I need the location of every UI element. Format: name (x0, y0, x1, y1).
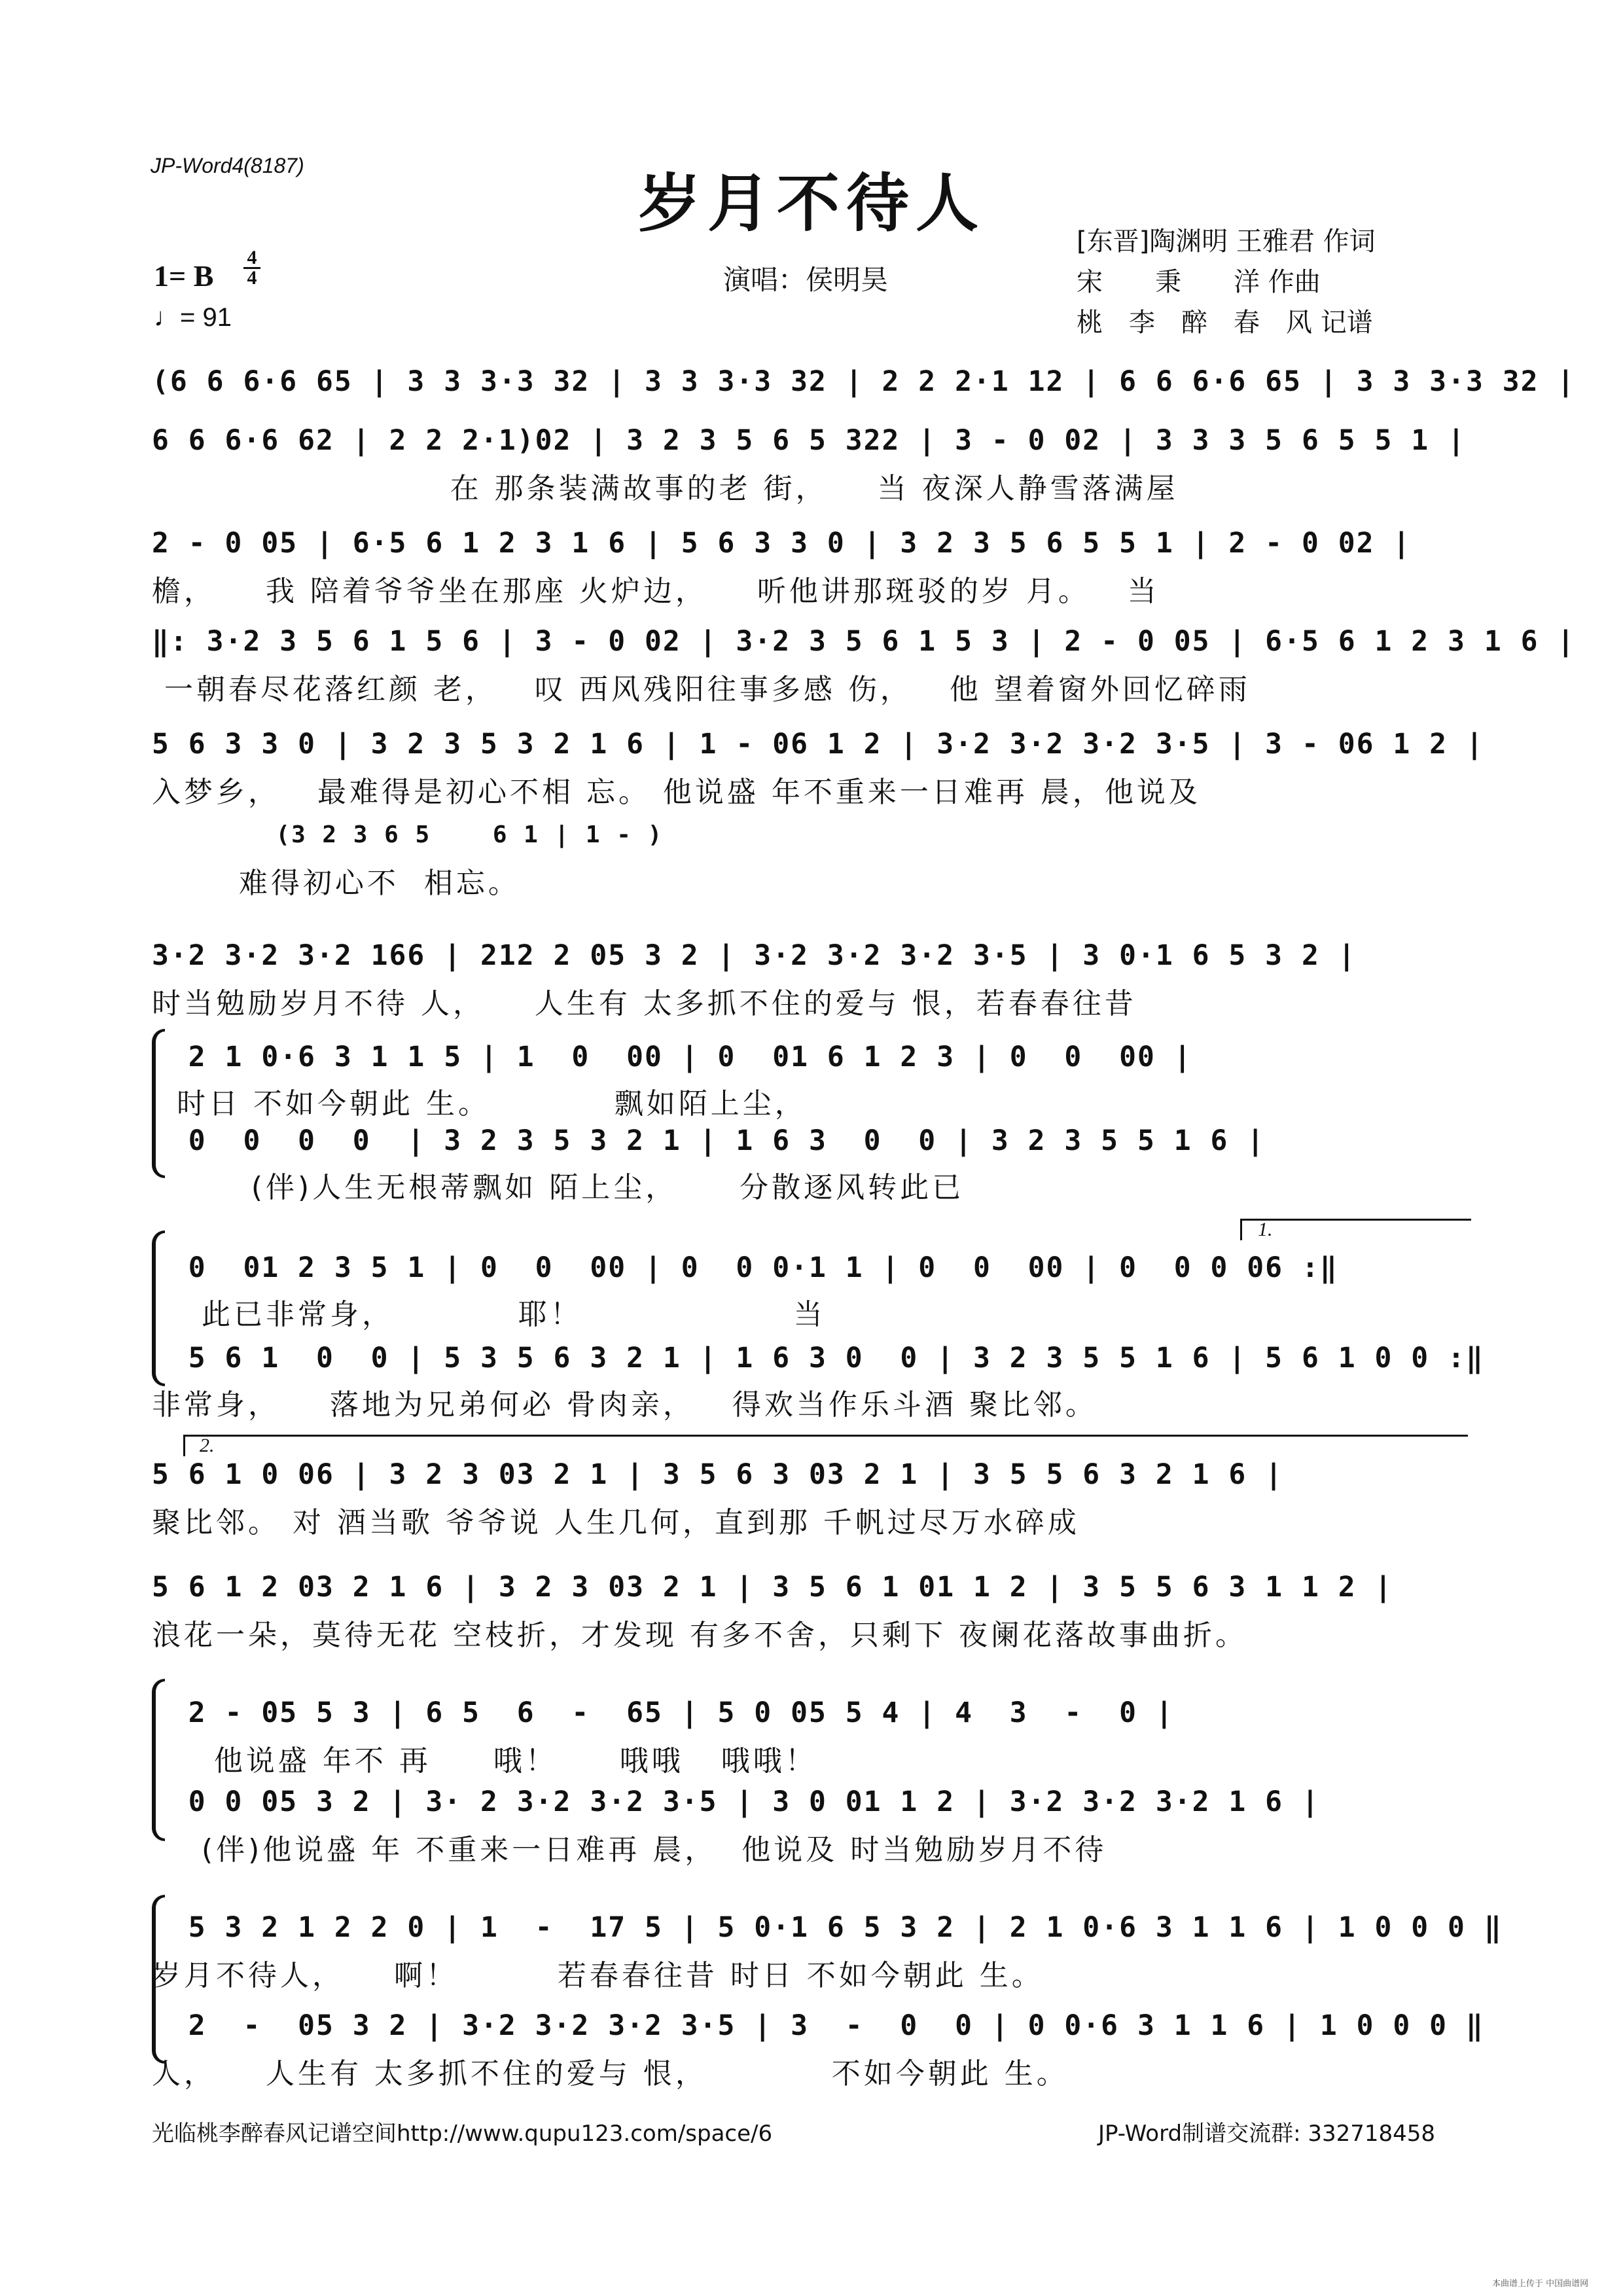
singer-label: 演唱：侯明昊 (723, 264, 889, 296)
lyric-line: 人， 人生有 太多抓不住的爱与 恨， 不如今朝此 生。 (152, 2057, 1069, 2090)
notation-line: 5 6 1 0 0 | 5 3 5 6 3 2 1 | 1 6 3 0 0 | 3 2 3 5 5 1 6 | 5 6 1 0 0 :‖ (152, 1342, 1484, 1374)
time-signature (243, 249, 260, 287)
score-system-1 (152, 365, 1576, 404)
notation-line: 0 0 05 3 2 | 3· 2 3·2 3·2 3·5 | 3 0 01 1 2 | 3·2 3·2 3·2 1 6 | (152, 1785, 1320, 1818)
credit-lyricist: [东晋]陶渊明 王雅君 作词 (1077, 226, 1376, 257)
volta-bracket-first (1240, 1219, 1471, 1240)
score-system-6-alternate (152, 821, 1469, 900)
tempo-marking: ♩= 91 (154, 303, 232, 332)
footer-link-text: 光临桃李醉春风记谱空间http://www.qupu123.com/space/6 (152, 2121, 773, 2147)
score-system-12-voice-1 (152, 1696, 1469, 1778)
score-system-10 (152, 1458, 1469, 1543)
volta-label-first: 1. (1258, 1219, 1273, 1240)
score-system-3 (152, 527, 1469, 612)
score-system-9-voice-1 (152, 1251, 1469, 1331)
lyric-line: 入梦乡， 最难得是初心不相 忘。 他说盛 年不重来一日难再 晨，他说及 (152, 776, 1201, 809)
lyric-line: 檐， 我 陪着爷爷坐在那座 火炉边， 听他讲那斑驳的岁 月。 当 (152, 575, 1160, 608)
watermark: 本曲谱上传于 中国曲谱网 (1492, 2279, 1589, 2289)
notation-line: 5 6 1 0 06 | 3 2 3 03 2 1 | 3 5 6 3 03 2 1 | 3 5 5 6 3 2 1 6 | (152, 1458, 1284, 1491)
notation-line: 2 - 0 05 | 6·5 6 1 2 3 1 6 | 5 6 3 3 0 | 3 2 3 5 6 5 5 1 | 2 - 0 02 | (152, 527, 1412, 560)
score-system-2 (152, 424, 1469, 509)
notation-line: (3 2 3 6 5 6 1 | 1 - ) (152, 821, 664, 848)
score-system-8-voice-2 (152, 1124, 1469, 1204)
lyric-line: 一朝春尽花落红颜 老， 叹 西风残阳往事多感 伤， 他 望着窗外回忆碎雨 (152, 673, 1251, 706)
lyric-line: 聚比邻。 对 酒当歌 爷爷说 人生几何，直到那 千帆过尽万水碎成 (152, 1506, 1080, 1539)
score-system-4 (152, 625, 1576, 710)
lyric-line: 他说盛 年不 再 哦！ 哦哦 哦哦！ (152, 1744, 817, 1778)
lyric-line: 在 那条装满故事的老 街， 当 夜深人静雪落满屋 (152, 472, 1179, 505)
lyric-line: 岁月不待人， 啊！ 若春春往昔 时日 不如今朝此 生。 (152, 1959, 1044, 1992)
notation-line: 2 - 05 3 2 | 3·2 3·2 3·2 3·5 | 3 - 0 0 | 0 0·6 3 1 1 6 | 1 0 0 0 ‖ (152, 2009, 1484, 2042)
notation-line: 5 6 3 3 0 | 3 2 3 5 3 2 1 6 | 1 - 06 1 2 | 3·2 3·2 3·2 3·5 | 3 - 06 1 2 | (152, 728, 1484, 761)
credits-block (1077, 221, 1376, 343)
score-system-5 (152, 728, 1484, 813)
score-system-8-voice-1 (152, 1041, 1469, 1121)
score-system-9-voice-2 (152, 1342, 1484, 1422)
credit-composer: 宋 秉 洋 作曲 (1077, 267, 1321, 297)
lyric-line: (伴)人生无根蒂飘如 陌上尘， 分散逐风转此已 (152, 1171, 965, 1204)
notation-line: 5 6 1 2 03 2 1 6 | 3 2 3 03 2 1 | 3 5 6 1 01 1 2 | 3 5 5 6 3 1 1 2 | (152, 1571, 1393, 1604)
lyric-line: (伴)他说盛 年 不重来一日难再 晨， 他说及 时当勉励岁月不待 (152, 1833, 1107, 1867)
lyric-line: 非常身， 落地为兄弟何必 骨肉亲， 得欢当作乐斗酒 聚比邻。 (152, 1388, 1097, 1422)
score-system-7 (152, 939, 1469, 1024)
lyric-line: 时当勉励岁月不待 人， 人生有 太多抓不住的爱与 恨，若春春往昔 (152, 987, 1137, 1020)
lyric-line: 此已非常身， 耶！ 当 (152, 1298, 826, 1331)
time-signature-top: 4 (247, 247, 257, 268)
notation-line: ‖: 3·2 3 5 6 1 5 6 | 3 - 0 02 | 3·2 3 5 6 1 5 3 | 2 - 0 05 | 6·5 6 1 2 3 1 6 | (152, 625, 1576, 658)
footer-group-text: JP-Word制谱交流群: 332718458 (1098, 2121, 1436, 2147)
notation-line: 6 6 6·6 62 | 2 2 2·1)02 | 3 2 3 5 6 5 322 | 3 - 0 02 | 3 3 3 5 6 5 5 1 | (152, 424, 1466, 457)
notation-line: 2 - 05 5 3 | 6 5 6 - 65 | 5 0 05 5 4 | 4 3 - 0 | (152, 1696, 1174, 1729)
lyric-line: 浪花一朵，莫待无花 空枝折，才发现 有多不舍，只剩下 夜阑花落故事曲折。 (152, 1619, 1247, 1652)
page-title: 岁月不待人 (638, 166, 985, 240)
notation-line: 0 0 0 0 | 3 2 3 5 3 2 1 | 1 6 3 0 0 | 3 2 3 5 5 1 6 | (152, 1124, 1266, 1157)
volta-label-second: 2. (200, 1435, 215, 1456)
lyric-line: 时日 不如今朝此 生。 飘如陌上尘， (152, 1087, 807, 1121)
score-system-12-voice-2 (152, 1785, 1469, 1867)
volta-bracket-second (183, 1435, 1468, 1456)
score-system-11 (152, 1571, 1469, 1656)
software-label: JP-Word4(8187) (151, 154, 304, 177)
score-system-13-voice-2 (152, 2009, 1484, 2090)
credit-transcriber: 桃 李 醉 春 风 记谱 (1077, 308, 1373, 338)
time-signature-bottom: 4 (247, 267, 257, 289)
score-system-13-voice-1 (152, 1911, 1503, 1992)
key-signature: 1= B (154, 259, 214, 293)
notation-line: 2 1 0·6 3 1 1 5 | 1 0 00 | 0 01 6 1 2 3 | 0 0 00 | (152, 1041, 1192, 1073)
notation-line: 0 01 2 3 5 1 | 0 0 00 | 0 0 0·1 1 | 0 0 00 | 0 0 0 06 :‖ (152, 1251, 1338, 1284)
notation-line: 5 3 2 1 2 2 0 | 1 - 17 5 | 5 0·1 6 5 3 2 | 2 1 0·6 3 1 1 6 | 1 0 0 0 ‖ (152, 1911, 1503, 1944)
notation-line: 3·2 3·2 3·2 166 | 212 2 05 3 2 | 3·2 3·2 3·2 3·5 | 3 0·1 6 5 3 2 | (152, 939, 1357, 972)
notation-line: (6 6 6·6 65 | 3 3 3·3 32 | 3 3 3·3 32 | 2 2 2·1 12 | 6 6 6·6 65 | 3 3 3·3 32 | (152, 365, 1576, 398)
lyric-line: 难得初心不 相忘。 (152, 867, 520, 900)
